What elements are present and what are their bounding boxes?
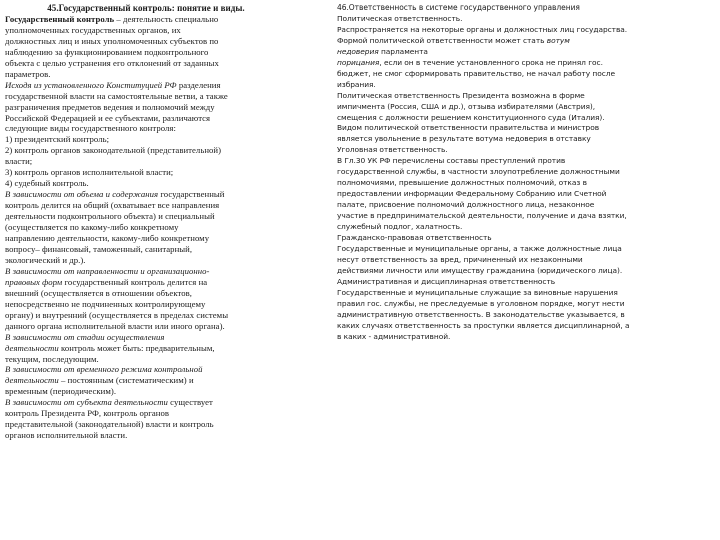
text-line: Политическая ответственность Президента возможна в форме [337,90,585,100]
right-column [337,3,715,343]
kind-item: власти; [5,156,33,167]
volume-line: контроль делится на общий (охватывает все направления [5,200,220,211]
text-line: действиями личности или имуществу гражданина (юридического лица). [337,265,623,275]
constitution-line: государственной власти на самостоятельные ветви, а также [5,90,228,101]
constitution-line: разграничения предметов ведения и полномочий между [5,101,215,112]
text-line: правил гос. службы, не преследуемые в уголовном порядке, могут нести [337,298,625,308]
text-line: недоверия парламента [337,46,428,56]
constitution-line: Исходя из установленного Конституцией РФ разделения [5,79,221,90]
subject-line: представительной (законодательной) власти и контроль [5,419,214,430]
definition-line: Государственный контроль – деятельность специально [5,13,219,24]
text-line: Формой политической ответственности может стать вотум [337,35,570,45]
definition-line: наблюдению за функционированием подконтрольного [5,46,209,57]
stage-line: деятельности контроль может быть: предварительным, [5,342,215,353]
text-line: полномочиями, превышение должностных полномочий, отказ в [337,178,587,188]
volume-line: деятельности подконтрольного объекта) и специальный [5,211,215,222]
subject-line: органов исполнительной власти. [5,430,128,441]
direction-line: данного органа исполнительной власти или иного органа). [5,320,225,331]
definition-line: параметров. [5,68,51,79]
definition-line: уполномоченных государственных органов, их [5,24,181,35]
text-line: Гражданско-правовая ответственность [337,233,492,243]
text-line: Административная и дисциплинарная ответственность [337,276,556,286]
volume-line: В зависимости от объема и содержания государственный [5,189,225,200]
stage-line: В зависимости от стадии осуществления [5,331,165,342]
text-line: импичмента (Россия, США и др.), отзыва избирателями (Австрия), [337,101,596,111]
text-line: является увольнение в результате вотума недоверия в отставку [337,134,591,144]
text-line: В Гл.30 УК РФ перечислены составы преступлений против [337,156,566,166]
text-line: Политическая ответственность. [337,13,463,23]
text-line: избрания. [337,79,376,89]
volume-line: экологический и др.). [5,254,86,265]
direction-line: непосредственно не подчиненных контролирующему [5,298,206,309]
text-line: в каких - административной. [337,331,451,341]
subject-line: В зависимости от субъекта деятельности существует [5,397,213,408]
volume-line: (осуществляется по какому-либо конкретному [5,222,179,233]
constitution-line: следующие виды государственного контроля: [5,123,176,134]
text-line: служебный подлог, халатность. [337,222,463,232]
volume-line: вопросу– финансовый, таможенный, санитарный, [5,243,193,254]
text-line: участие в предпринимательской деятельности, получение и дача взятки, [337,211,627,221]
subject-line: контроль Президента РФ, контроль органов [5,408,170,419]
kind-item: 3) контроль органов исполнительной власти; [5,167,174,178]
direction-line: внешний (осуществляется в отношении объектов, [5,287,192,298]
constitution-line: Российской Федерацией и ее субъектами, различаются [5,112,211,123]
direction-line: правовых форм государственный контроль делится на [5,276,208,287]
text-line: административную ответственность. В законодательстве указывается, в [337,309,625,319]
kind-item: 1) президентский контроль; [5,134,110,145]
text-line: несут ответственность за вред, причиненный их незаконными [337,254,583,264]
kind-item: 2) контроль органов законодательной (представительной) [5,145,222,156]
left-column [5,3,287,441]
section-45-title: 45.Государственный контроль: понятие и виды. [47,3,245,13]
direction-line: органу) и внутренний (осуществляется в пределах системы [5,309,229,320]
time-line: деятельности – постоянным (систематическим) и [5,375,194,386]
definition-line: должностных лиц и иных уполномоченных субъектов по [5,35,219,46]
text-line: бюджет, не смог сформировать правительство, не начал работу после [337,68,615,78]
time-line: временным (периодическим). [5,386,117,397]
definition-term: Государственный контроль [5,13,115,24]
text-line: Государственные и муниципальные органы, а также должностные лица [337,243,622,253]
text-line: Распространяется на некоторые органы и должностных лиц государства. [337,24,628,34]
text-line: государственной службы, в частности злоупотребление должностными [337,167,620,177]
volume-line: направлению деятельности, какому-либо конкретному [5,233,210,244]
kind-item: 4) судебный контроль. [5,178,89,189]
definition-line: объекта с целью устранения его отклонений от заданных [5,57,219,68]
stage-line: текущим, последующим. [5,353,99,364]
text-line: палате, присвоение полномочий должностного лица, незаконное [337,200,595,210]
text-line: Видом политической ответственности правительства и министров [337,123,600,133]
time-line: В зависимости от временного режима контрольной [5,364,203,375]
section-46-title: 46.Ответственность в системе государственного управления [337,3,580,12]
text-line: каких случаях ответственность за проступки является дисциплинарной, а [337,320,630,330]
direction-line: В зависимости от направленности и организационно- [5,265,210,276]
text-line: смещения с должности решением конституционного суда (Италия). [337,112,605,122]
text-line: Уголовная ответственность. [337,145,448,155]
text-line: Государственные и муниципальные служащие за виновные нарушения [337,287,618,297]
text-line: порицания, если он в течение установленного срока не принял гос. [337,57,603,67]
text-line: предоставлении информации Федеральному Собранию или Счетной [337,189,607,199]
